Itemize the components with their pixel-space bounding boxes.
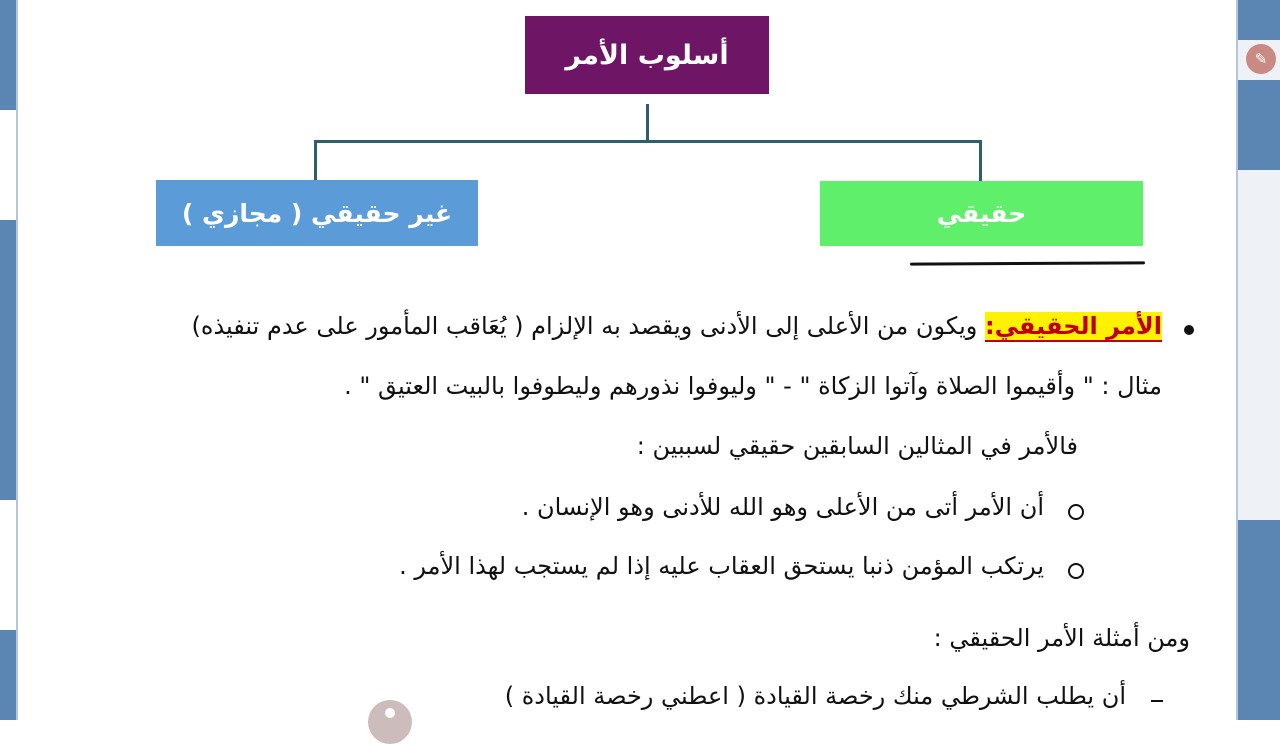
dash-bullet (1151, 700, 1163, 702)
left-frame-notch (0, 110, 16, 220)
circle-bullet-icon (1068, 563, 1084, 579)
left-frame-strip (0, 0, 16, 720)
diagram-root-box: أسلوب الأمر (525, 16, 769, 94)
diagram-connector-left (314, 140, 317, 181)
examples-heading: ومن أمثلة الأمر الحقيقي : (933, 624, 1190, 652)
diagram-connector-vertical (646, 104, 649, 141)
definition-line (192, 312, 1163, 340)
right-frame-strip (1236, 0, 1280, 720)
circle-bullet-icon (1068, 504, 1084, 520)
diagram-connector-horizontal (314, 140, 982, 143)
diagram-real-box: حقيقي (820, 181, 1143, 246)
example-line: مثال : " وأقيموا الصلاة وآتوا الزكاة " - " وليوفوا نذورهم وليطوفوا بالبيت العتيق " . (344, 372, 1162, 400)
diagram-connector-right (979, 140, 982, 181)
right-frame-band (1238, 80, 1280, 170)
hand-drawn-underline (910, 261, 1145, 265)
diagram-figurative-box: غير حقيقي ( مجازي ) (156, 180, 478, 246)
example-item-1: أن يطلب الشرطي منك رخصة القيادة ( اعطني رخصة القيادة ) (504, 682, 1126, 710)
edit-pen-icon[interactable]: ✎ (1246, 44, 1276, 74)
definition-term: الأمر الحقيقي: (985, 312, 1162, 340)
reason-item-2: يرتكب المؤمن ذنبا يستحق العقاب عليه إذا لم يستجب لهذا الأمر . (399, 552, 1044, 580)
right-frame-band (1238, 520, 1280, 720)
left-frame-border (16, 0, 18, 720)
bullet-dot-icon (1184, 325, 1194, 335)
reason-intro: فالأمر في المثالين السابقين حقيقي لسببين : (636, 432, 1078, 460)
cursor-dot (368, 700, 412, 744)
left-frame-notch (0, 500, 16, 630)
definition-text: ويكون من الأعلى إلى الأدنى ويقصد به الإلزام ( يُعَاقب المأمور على عدم تنفيذه) (191, 312, 985, 340)
right-frame-band (1238, 0, 1280, 40)
reason-item-1: أن الأمر أتى من الأعلى وهو الله للأدنى وهو الإنسان . (521, 493, 1044, 521)
